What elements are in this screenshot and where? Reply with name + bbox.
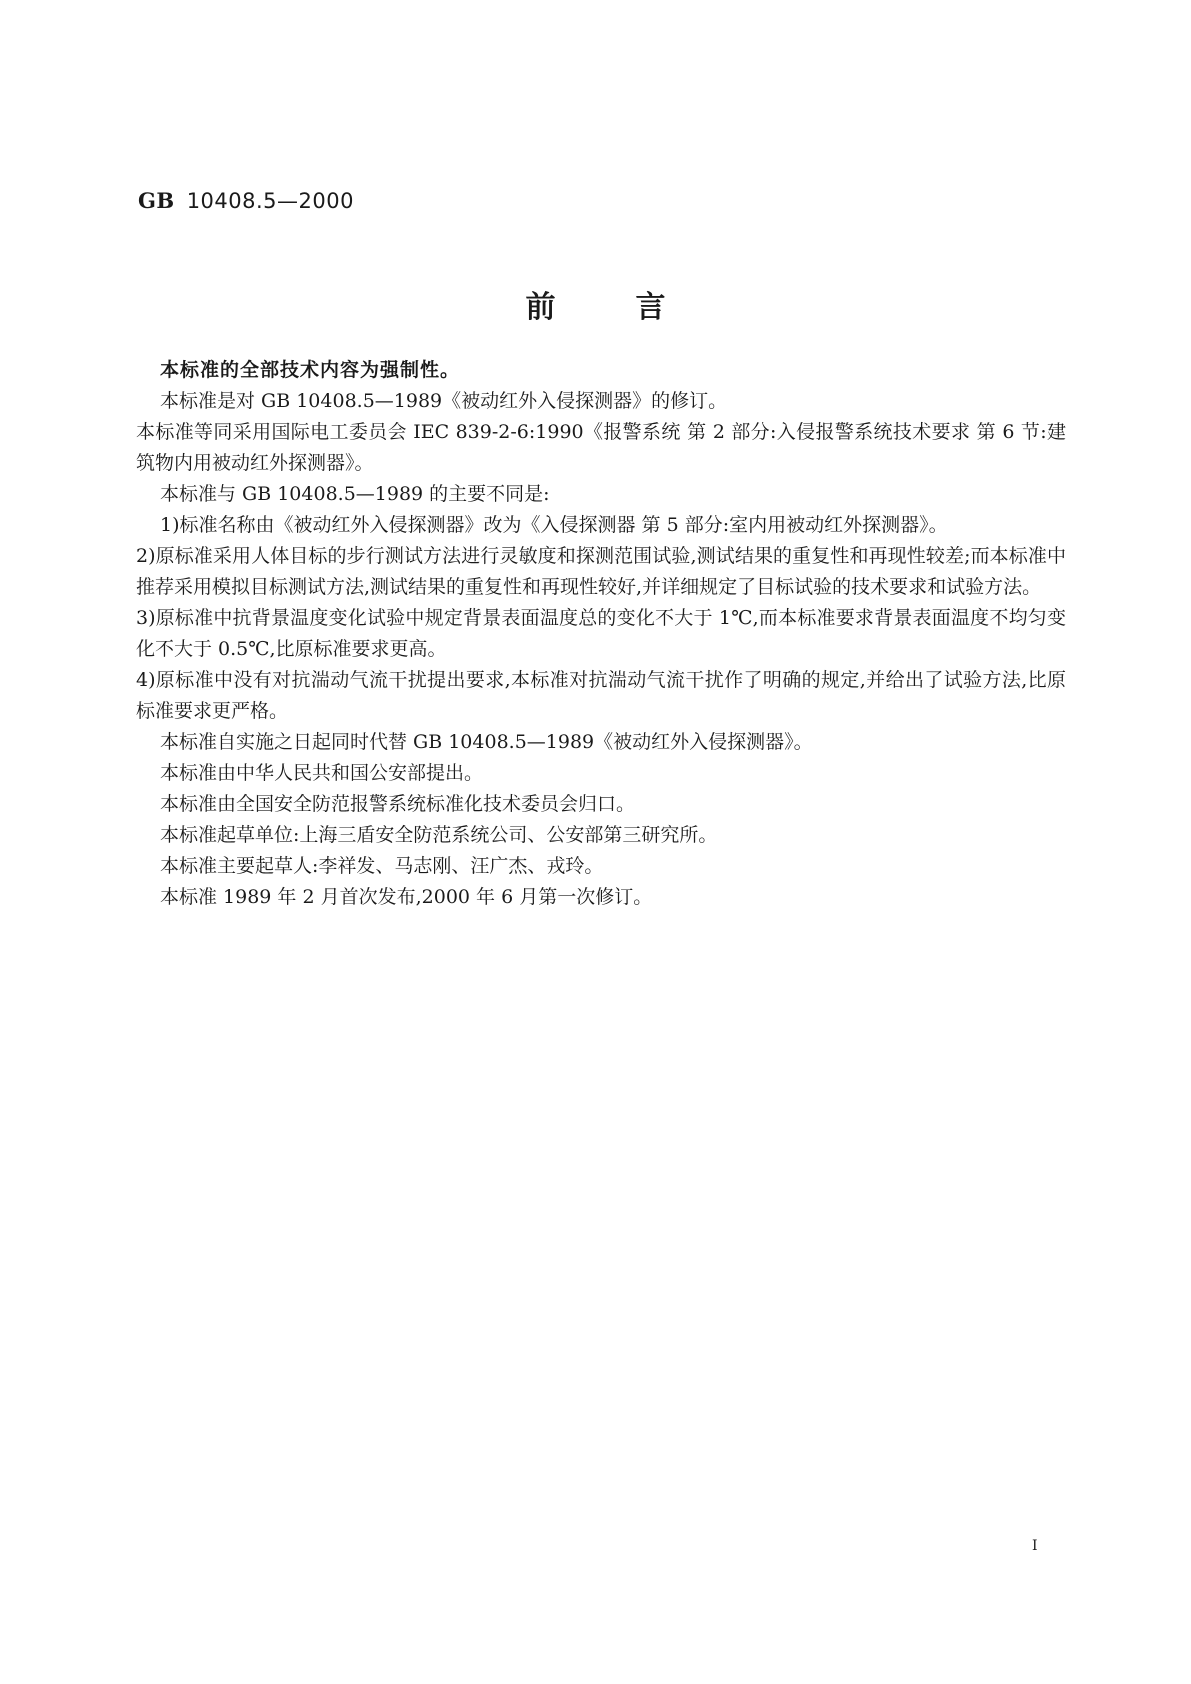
paragraph-differences-intro: 本标准与 GB 10408.5—1989 的主要不同是: xyxy=(160,483,550,505)
paragraph-committee: 本标准由全国安全防范报警系统标准化技术委员会归口。 xyxy=(160,793,636,815)
paragraph-drafters: 本标准主要起草人:李祥发、马志刚、汪广杰、戎玲。 xyxy=(160,855,604,877)
paragraph-difference-2: 2)原标准采用人体目标的步行测试方法进行灵敏度和探测范围试验,测试结果的重复性和再现性较差;而本标准中推荐采用模拟目标测试方法,测试结果的重复性和再现性较好,并详细规定了目标试验的技术要求和试验方法。 xyxy=(136,545,1066,598)
paragraph-proposer: 本标准由中华人民共和国公安部提出。 xyxy=(160,762,484,784)
paragraph-adoption: 本标准等同采用国际电工委员会 IEC 839-2-6:1990《报警系统 第 2 部分:入侵报警系统技术要求 第 6 节:建筑物内用被动红外探测器》。 xyxy=(136,421,1066,474)
paragraph-difference-1: 1)标准名称由《被动红外入侵探测器》改为《入侵探测器 第 5 部分:室内用被动红外探测器》。 xyxy=(160,514,948,536)
paragraph-history: 本标准 1989 年 2 月首次发布,2000 年 6 月第一次修订。 xyxy=(160,886,653,908)
standard-prefix: GB xyxy=(138,188,175,213)
page-number: I xyxy=(1032,1538,1038,1554)
paragraph-difference-3: 3)原标准中抗背景温度变化试验中规定背景表面温度总的变化不大于 1℃,而本标准要求背景表面温度不均匀变化不大于 0.5℃,比原标准要求更高。 xyxy=(136,607,1066,660)
paragraph-drafting-units: 本标准起草单位:上海三盾安全防范系统公司、公安部第三研究所。 xyxy=(160,824,718,846)
paragraph-difference-4: 4)原标准中没有对抗湍动气流干扰提出要求,本标准对抗湍动气流干扰作了明确的规定,并给出了试验方法,比原标准要求更严格。 xyxy=(136,669,1066,722)
paragraph-replacement: 本标准自实施之日起同时代替 GB 10408.5—1989《被动红外入侵探测器》。 xyxy=(160,731,813,753)
paragraph-revision: 本标准是对 GB 10408.5—1989《被动红外入侵探测器》的修订。 xyxy=(160,390,728,412)
page-title: 前言 xyxy=(525,290,746,325)
paragraph-mandatory: 本标准的全部技术内容为强制性。 xyxy=(160,359,461,381)
foreword-body xyxy=(136,355,1066,913)
standard-number: 10408.5—2000 xyxy=(186,189,354,213)
document-header xyxy=(138,188,354,213)
